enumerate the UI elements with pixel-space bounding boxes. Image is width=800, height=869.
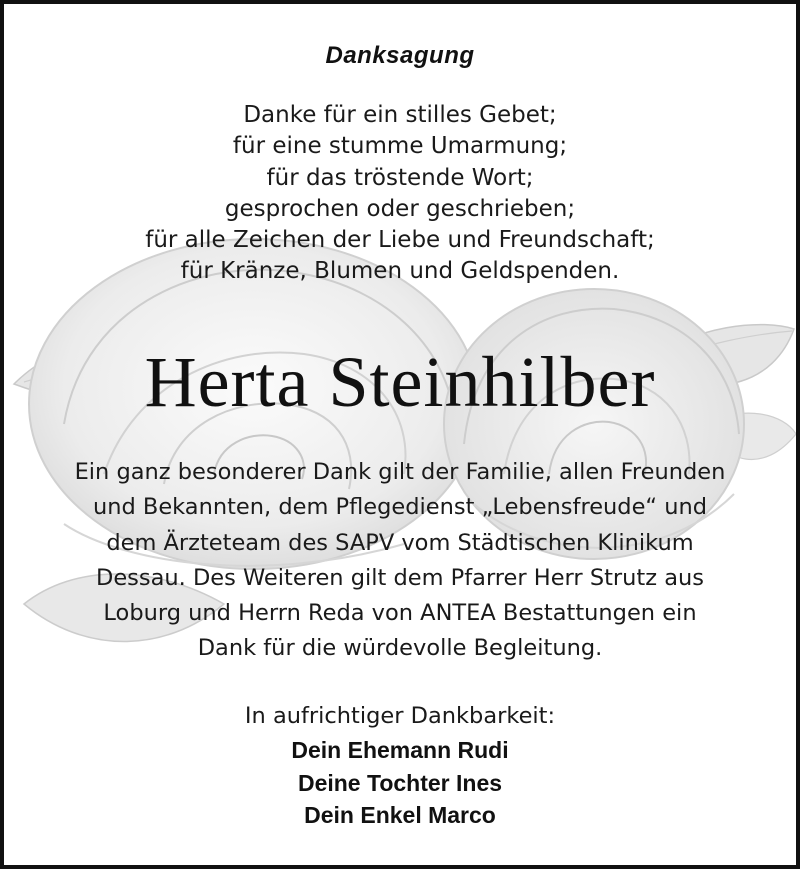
- notice-content: [4, 4, 796, 865]
- thanks-line: und Bekannten, dem Pflegedienst „Lebensfreude“ und: [92, 494, 708, 521]
- thanks-line: Loburg und Herrn Reda von ANTEA Bestattungen ein: [103, 600, 697, 627]
- poem-line: für alle Zeichen der Liebe und Freundschaft;: [145, 227, 655, 254]
- poem-line: für eine stumme Umarmung;: [232, 133, 568, 160]
- signers-list: [4, 734, 796, 832]
- thanks-paragraph: [4, 455, 796, 667]
- notice-heading: Danksagung: [325, 42, 475, 69]
- deceased-name: Herta Steinhilber: [144, 342, 656, 422]
- closing-line: In aufrichtiger Dankbarkeit:: [244, 703, 556, 729]
- thanks-line: Dessau. Des Weiteren gilt dem Pfarrer Herr Strutz aus: [96, 564, 704, 591]
- poem-line: für das tröstende Wort;: [266, 164, 534, 191]
- poem-line: gesprochen oder geschrieben;: [224, 195, 576, 222]
- poem-line: für Kränze, Blumen und Geldspenden.: [180, 258, 620, 285]
- thanks-line: Ein ganz besonderer Dank gilt der Familie, allen Freunden: [74, 459, 726, 485]
- signer: Deine Tochter Ines: [297, 769, 503, 796]
- poem-line: Danke für ein stilles Gebet;: [243, 102, 557, 128]
- poem: [4, 100, 796, 288]
- signer: Dein Ehemann Rudi: [291, 737, 509, 763]
- thanks-line: Dank für die würdevolle Begleitung.: [197, 635, 603, 662]
- thanks-line: dem Ärzteteam des SAPV vom Städtischen Klinikum: [106, 529, 694, 556]
- signer: Dein Enkel Marco: [304, 802, 496, 828]
